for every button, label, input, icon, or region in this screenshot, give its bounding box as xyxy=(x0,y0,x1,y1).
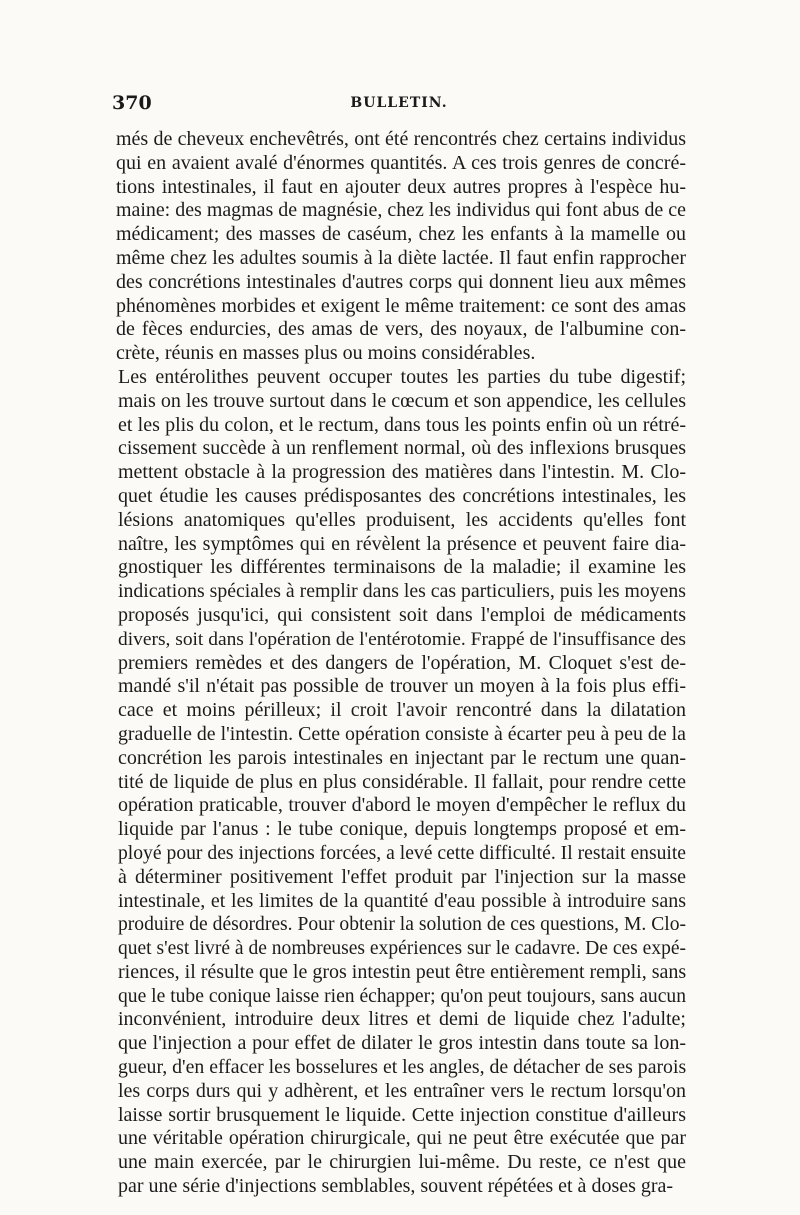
text-line: divers, soit dans l'opération de l'entérotomie. Frappé de l'insuffisance des xyxy=(118,628,686,650)
text-line: cace et moins périlleux; il croit l'avoir rencontré dans la dilatation xyxy=(118,699,686,722)
text-line: produire de désordres. Pour obtenir la solution de ces questions, M. Clo- xyxy=(118,914,686,936)
text-line: par une série d'injections semblables, souvent répétées et à doses gra- xyxy=(118,1175,674,1198)
text-line: crète, réunis en masses plus ou moins considérables. xyxy=(116,342,536,365)
text-line: qui en avaient avalé d'énormes quantités. A ces trois genres de concré- xyxy=(116,151,686,174)
text-line: que l'injection a pour effet de dilater le gros intestin dans toute sa lon- xyxy=(118,1032,686,1055)
text-line: mandé s'il n'était pas possible de trouver un moyen à la fois plus effi- xyxy=(118,675,686,698)
text-line: cissement succède à un renflement normal, où des inflexions brusques xyxy=(118,437,686,460)
text-line: tité de liquide de plus en plus considérable. Il fallait, pour rendre cette xyxy=(118,770,686,793)
text-line: phénomènes morbides et exigent le même traitement: ce sont des amas xyxy=(116,294,686,317)
text-line: naître, les symptômes qui en révèlent la présence et peuvent faire dia- xyxy=(118,532,686,555)
text-line: quet étudie les causes prédisposantes des concrétions intestinales, les xyxy=(118,484,686,507)
text-line: maine: des magmas de magnésie, chez les individus qui font abus de ce xyxy=(116,199,686,222)
text-line: tions intestinales, il faut en ajouter deux autres propres à l'espèce hu- xyxy=(116,175,686,198)
text-line: proposés jusqu'ici, qui consistent soit dans l'emploi de médicaments xyxy=(118,603,686,626)
paragraph-1 xyxy=(116,128,686,366)
page-header xyxy=(112,92,686,116)
body-text xyxy=(116,128,686,1199)
text-line: laisse sortir brusquement le liquide. Cette injection constitue d'ailleurs xyxy=(118,1103,686,1126)
text-line: lésions anatomiques qu'elles produisent, les accidents qu'elles font xyxy=(118,508,686,531)
paragraph-2 xyxy=(116,366,686,1199)
text-line: més de cheveux enchevêtrés, ont été rencontrés chez certains individus xyxy=(116,128,686,150)
page-number: 370 xyxy=(112,92,152,114)
text-line: indications spéciales à remplir dans les cas particuliers, puis les moyens xyxy=(118,580,686,603)
text-line: que le tube conique laisse rien échapper; qu'on peut toujours, sans aucun xyxy=(118,985,686,1007)
text-line: quet s'est livré à de nombreuses expériences sur le cadavre. De ces expé- xyxy=(118,938,686,960)
text-line: graduelle de l'intestin. Cette opération consiste à écarter peu à peu de la xyxy=(118,722,686,745)
text-line: intestinale, et les limites de la quantité d'eau possible à introduire sans xyxy=(118,889,686,912)
text-line: gnostiquer les différentes terminaisons de la maladie; il examine les xyxy=(118,556,686,579)
text-line: mais on les trouve surtout dans le cœcum et son appendice, les cellules xyxy=(118,389,686,412)
text-line: des concrétions intestinales d'autres corps qui donnent lieu aux mêmes xyxy=(116,270,686,293)
text-line: gueur, d'en effacer les bosselures et les angles, de détacher de ses parois xyxy=(118,1056,686,1079)
text-line: ployé pour des injections forcées, a levé cette difficulté. Il restait ensuite xyxy=(118,842,686,864)
text-line: médicament; des masses de caséum, chez les enfants à la mamelle ou xyxy=(116,223,686,246)
text-line: liquide par l'anus : le tube conique, depuis longtemps proposé et em- xyxy=(118,818,686,841)
text-line: inconvénient, introduire deux litres et demi de liquide chez l'adulte; xyxy=(118,1008,686,1031)
text-line: mettent obstacle à la progression des matières dans l'intestin. M. Clo- xyxy=(118,461,686,484)
text-line: même chez les adultes soumis à la diète lactée. Il faut enfin rapprocher xyxy=(116,246,686,269)
text-line: concrétion les parois intestinales en injectant par le rectum une quan- xyxy=(118,746,686,769)
text-line: opération praticable, trouver d'abord le moyen d'empêcher le reflux du xyxy=(118,794,686,817)
text-line: à déterminer positivement l'effet produit par l'injection sur la masse xyxy=(118,865,686,888)
text-line: une main exercée, par le chirurgien lui-même. Du reste, ce n'est que xyxy=(118,1151,686,1174)
text-line: et les plis du colon, et le rectum, dans tous les points enfin où un rétré- xyxy=(118,413,686,436)
running-title: BULLETIN. xyxy=(350,95,448,111)
text-line: premiers remèdes et des dangers de l'opération, M. Cloquet s'est de- xyxy=(118,651,686,674)
text-line: une véritable opération chirurgicale, qui ne peut être exécutée que par xyxy=(118,1127,686,1150)
text-line: de fèces endurcies, des amas de vers, des noyaux, de l'albumine con- xyxy=(116,318,686,341)
text-line: riences, il résulte que le gros intestin peut être entièrement rempli, sans xyxy=(118,960,686,983)
text-line: Les entérolithes peuvent occuper toutes les parties du tube digestif; xyxy=(118,365,686,388)
text-line: les corps durs qui y adhèrent, et les entraîner vers le rectum lorsqu'on xyxy=(118,1079,686,1102)
